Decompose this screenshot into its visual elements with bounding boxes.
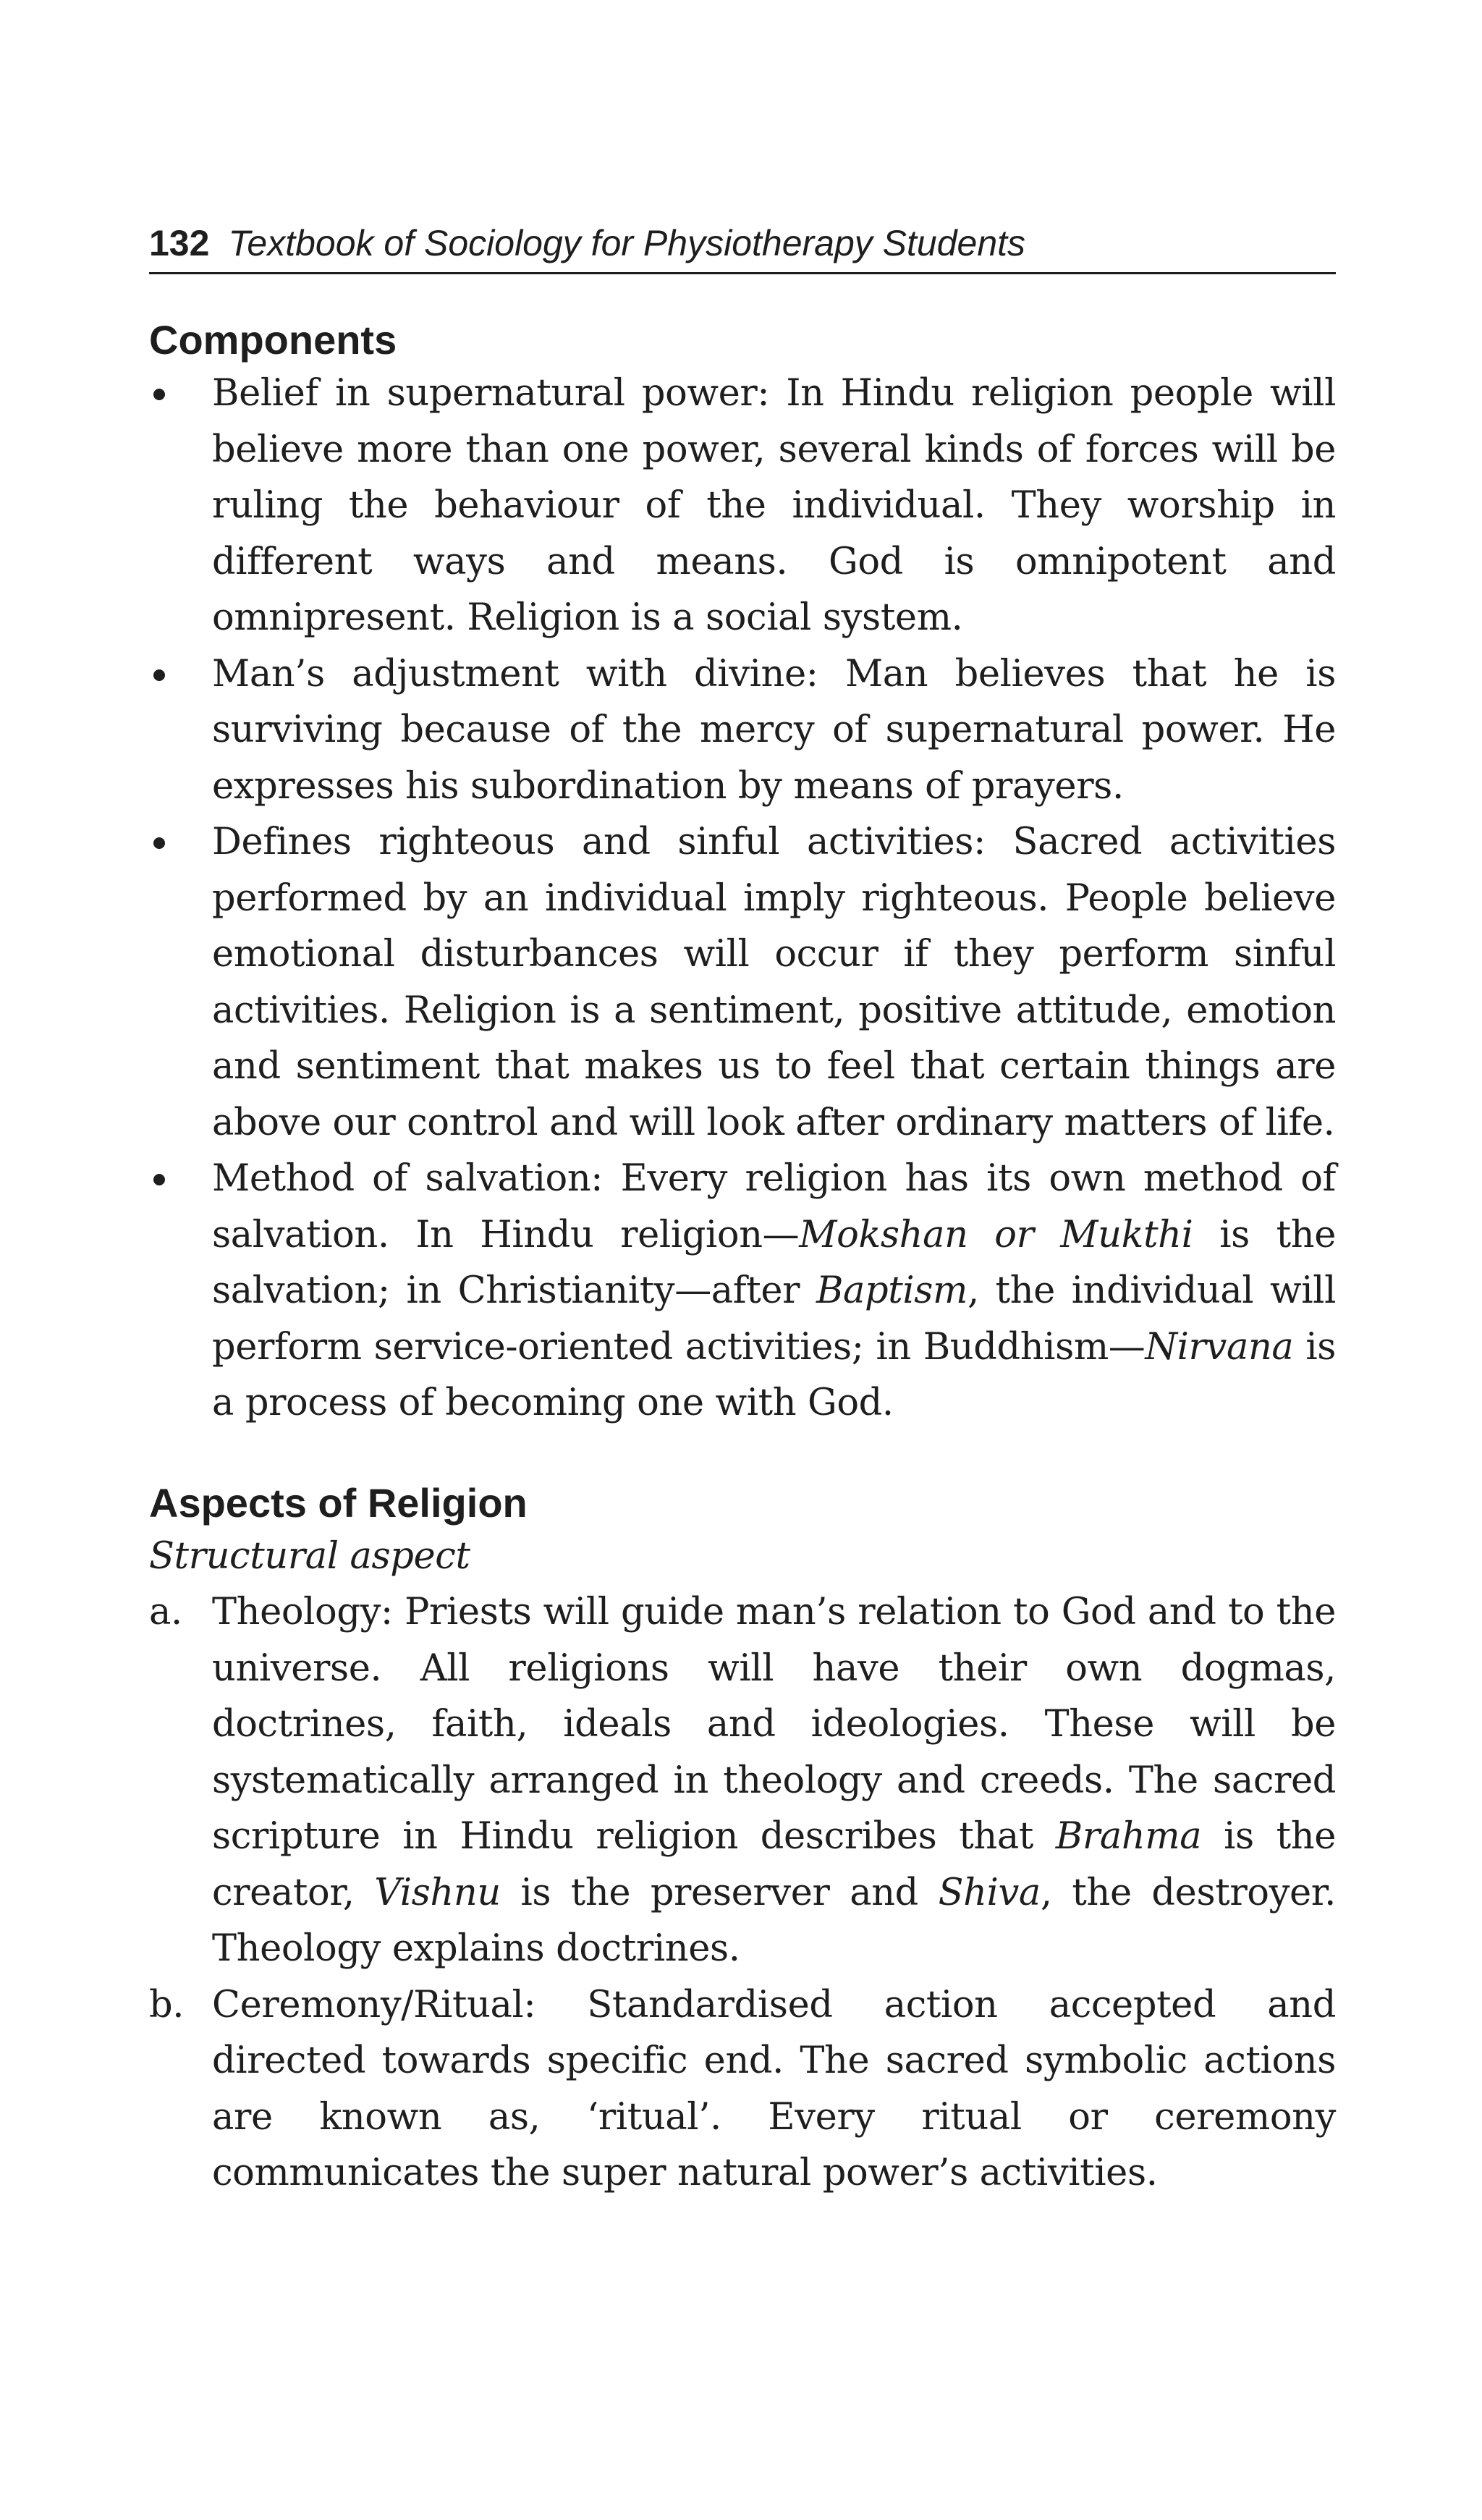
bullet-dot-icon [153,389,165,400]
page-content [149,315,1336,2202]
list-item-text: Ceremony/Ritual: Standardised action accepted and directed towards specific end. The sacred symbolic actions are known as, ‘ritual’. Every ritual or ceremony communicates the super natural power’s activities. [212,1983,1336,2194]
list-item [149,1977,1336,2202]
list-item [149,365,1336,646]
emphasis-term: Mokshan or Mukthi [799,1213,1193,1256]
section-heading-aspects: Aspects of Religion [149,1479,528,1526]
components-list [149,365,1336,1432]
list-item [149,814,1336,1151]
section-components [149,315,1336,1432]
aspects-list [149,1584,1336,2202]
list-marker: a. [149,1591,182,1633]
emphasis-term: Brahma [1055,1815,1202,1858]
list-item-text: Method of salvation: Every religion has its own method of salvation. In Hindu religion—Mokshan or Mukthi is the salvation; in Christianity—after Baptism, the individual will perform service-oriented activities; in Buddhism—Nirvana is a process of becoming one with God. [212,1157,1337,1424]
emphasis-term: Vishnu [374,1871,501,1914]
emphasis-term: Shiva [938,1871,1041,1914]
list-item [149,646,1336,815]
section-heading-components: Components [149,317,397,363]
bullet-dot-icon [153,669,165,681]
book-title: Textbook of Sociology for Physiotherapy Students [228,223,1026,263]
page-number: 132 [149,223,210,263]
list-marker: b. [149,1983,185,2026]
emphasis-term: Nirvana [1145,1325,1294,1369]
list-item [149,1151,1336,1432]
list-item-text: Man’s adjustment with divine: Man believes that he is surviving because of the mercy of supernatural power. He expresses his subordination by means of prayers. [212,652,1336,808]
emphasis-term: Baptism [816,1269,968,1312]
running-header [149,214,1336,274]
list-item-text: Defines righteous and sinful activities: Sacred activities performed by an individual imply righteous. People believe emotional disturbances will occur if they perform sinful activities. Religion is a sentiment, positive attitude, emotion and sentiment that makes us to feel that certain things are above our control and will look after ordinary matters of life. [212,821,1336,1144]
subheading-structural-aspect: Structural aspect [149,1534,470,1578]
list-item-text: Belief in supernatural power: In Hindu religion people will believe more than one power, several kinds of forces will be ruling the behaviour of the individual. They worship in different ways and means. God is omnipotent and omnipresent. Religion is a social system. [212,372,1336,639]
list-item-text: Theology: Priests will guide man’s relation to God and to the universe. All religions will have their own dogmas, doctrines, faith, ideals and ideologies. These will be systematically arranged in theology and creeds. The sacred scripture in Hindu religion describes that Brahma is the creator, Vishnu is the preserver and Shiva, the destroyer. Theology explains doctrines. [212,1591,1336,1970]
section-aspects [149,1478,1336,2202]
list-item [149,1584,1336,1977]
bullet-dot-icon [153,1174,165,1185]
bullet-dot-icon [153,837,165,849]
